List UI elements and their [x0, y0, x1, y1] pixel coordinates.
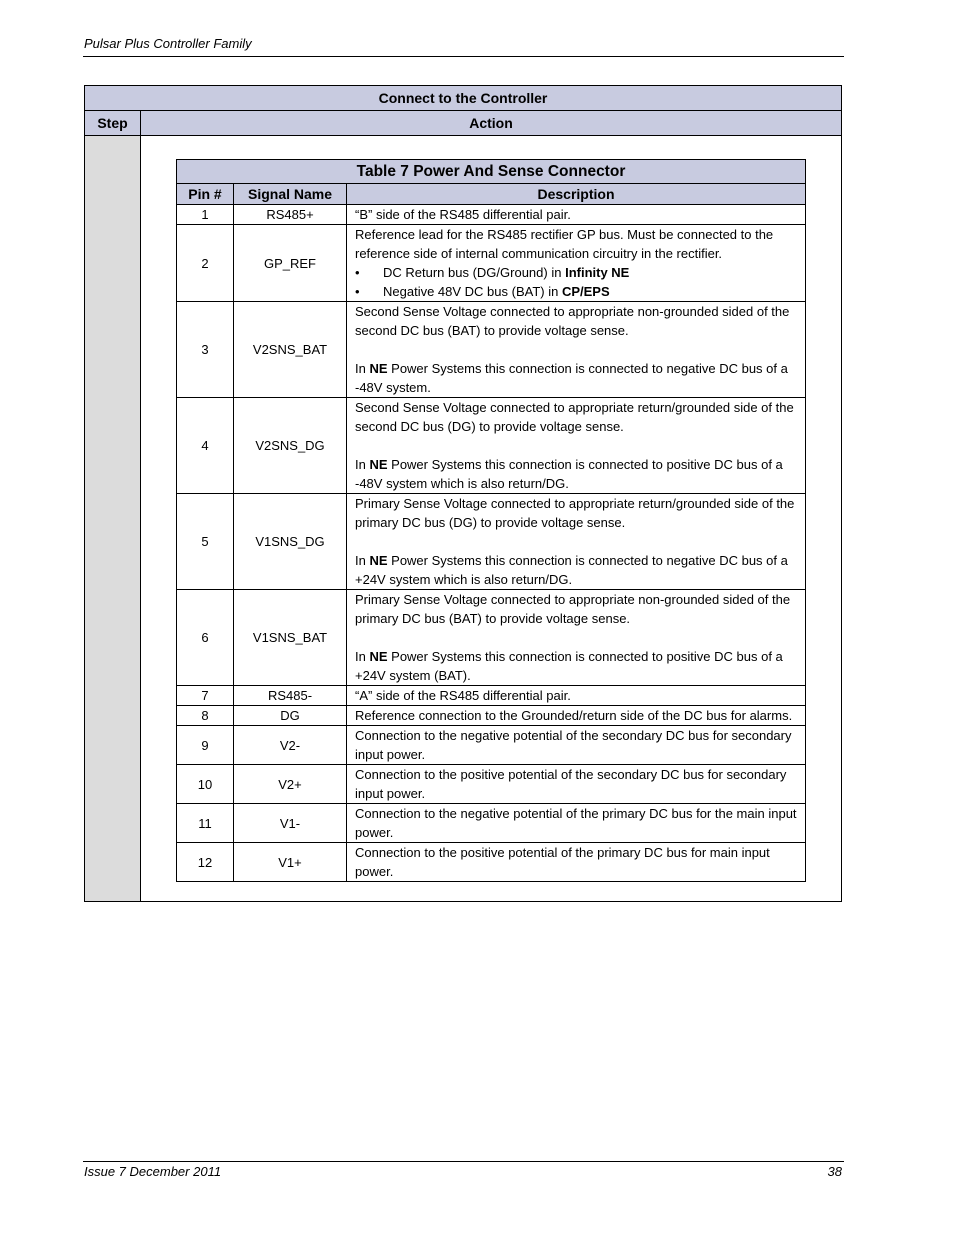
- table-row: [177, 590, 806, 686]
- description-cell: Connection to the positive potential of the secondary DC bus for secondary input power.: [347, 765, 806, 804]
- pin-cell: 1: [177, 205, 234, 225]
- pin-cell: 6: [177, 590, 234, 686]
- running-header: Pulsar Plus Controller Family: [84, 36, 252, 51]
- list-item: [355, 282, 797, 301]
- pin-cell: 10: [177, 765, 234, 804]
- description-cell: “B” side of the RS485 differential pair.: [347, 205, 806, 225]
- description-text: Second Sense Voltage connected to appropriate non-grounded sided of the second DC bus (BAT) to provide voltage sense.: [355, 304, 790, 338]
- description-text: Primary Sense Voltage connected to appropriate return/grounded side of the primary DC bus (DG) to provide voltage sense.: [355, 496, 795, 530]
- description-text: Reference lead for the RS485 rectifier GP bus. Must be connected to the reference side of internal communication circuitry in the rectifier.: [355, 227, 774, 261]
- description-text: Second Sense Voltage connected to appropriate return/grounded side of the second DC bus (DG) to provide voltage sense.: [355, 400, 794, 434]
- bullet-text: Negative 48V DC bus (BAT) in CP/EPS: [383, 284, 610, 299]
- pin-cell: 2: [177, 225, 234, 302]
- pin-cell: 4: [177, 398, 234, 494]
- pin-cell: 9: [177, 726, 234, 765]
- signal-cell: GP_REF: [234, 225, 347, 302]
- pin-cell: 11: [177, 804, 234, 843]
- table-row: [177, 494, 806, 590]
- description-cell: [347, 398, 806, 494]
- pin-cell: 3: [177, 302, 234, 398]
- table-row: [177, 205, 806, 225]
- signal-cell: V1-: [234, 804, 347, 843]
- step-column-cell: [85, 136, 141, 901]
- header-rule: [83, 56, 844, 57]
- signal-cell: V2-: [234, 726, 347, 765]
- table-row: [177, 398, 806, 494]
- table-row: [177, 804, 806, 843]
- footer-rule: [83, 1161, 844, 1162]
- action-column-header: Action: [141, 111, 841, 136]
- page-number: 38: [827, 1164, 842, 1179]
- signal-cell: RS485-: [234, 686, 347, 706]
- pin-cell: 8: [177, 706, 234, 726]
- description-cell: “A” side of the RS485 differential pair.: [347, 686, 806, 706]
- list-item: [355, 263, 797, 282]
- outer-table-title: Connect to the Controller: [85, 86, 841, 111]
- description-cell: [347, 225, 806, 302]
- signal-cell: V2SNS_BAT: [234, 302, 347, 398]
- description-cell: [347, 590, 806, 686]
- table-row: [177, 686, 806, 706]
- signal-cell: RS485+: [234, 205, 347, 225]
- description-cell: Connection to the positive potential of the primary DC bus for main input power.: [347, 843, 806, 882]
- description-cell: Connection to the negative potential of the primary DC bus for the main input power.: [347, 804, 806, 843]
- description-cell: Connection to the negative potential of the secondary DC bus for secondary input power.: [347, 726, 806, 765]
- table-row: [177, 765, 806, 804]
- description-text: Primary Sense Voltage connected to appropriate non-grounded sided of the primary DC bus (BAT) to provide voltage sense.: [355, 592, 791, 626]
- table-row: [177, 302, 806, 398]
- description-note: In NE Power Systems this connection is connected to negative DC bus of a +24V system which is also return/DG.: [355, 553, 788, 587]
- signal-cell: V1SNS_DG: [234, 494, 347, 590]
- description-column-header: Description: [347, 184, 806, 205]
- table-row: [177, 225, 806, 302]
- signal-cell: DG: [234, 706, 347, 726]
- description-note: In NE Power Systems this connection is connected to positive DC bus of a -48V system which is also return/DG.: [355, 457, 783, 491]
- pin-cell: 12: [177, 843, 234, 882]
- issue-date: Issue 7 December 2011: [84, 1164, 222, 1179]
- pin-column-header: Pin #: [177, 184, 234, 205]
- description-cell: [347, 302, 806, 398]
- power-sense-connector-table: [176, 159, 806, 882]
- description-note: In NE Power Systems this connection is connected to positive DC bus of a +24V system (BAT).: [355, 649, 783, 683]
- bullet-glyph: •: [355, 265, 360, 280]
- signal-cell: V1+: [234, 843, 347, 882]
- pin-cell: 5: [177, 494, 234, 590]
- table-row: [177, 843, 806, 882]
- description-cell: [347, 494, 806, 590]
- signal-cell: V1SNS_BAT: [234, 590, 347, 686]
- signal-column-header: Signal Name: [234, 184, 347, 205]
- inner-table-title: Table 7 Power And Sense Connector: [177, 160, 806, 184]
- signal-cell: V2SNS_DG: [234, 398, 347, 494]
- signal-cell: V2+: [234, 765, 347, 804]
- step-column-header: Step: [85, 111, 141, 136]
- description-note: In NE Power Systems this connection is connected to negative DC bus of a -48V system.: [355, 361, 788, 395]
- bullet-glyph: •: [355, 284, 360, 299]
- table-row: [177, 726, 806, 765]
- pin-cell: 7: [177, 686, 234, 706]
- table-row: [177, 706, 806, 726]
- description-cell: Reference connection to the Grounded/return side of the DC bus for alarms.: [347, 706, 806, 726]
- bullet-text: DC Return bus (DG/Ground) in Infinity NE: [383, 265, 630, 280]
